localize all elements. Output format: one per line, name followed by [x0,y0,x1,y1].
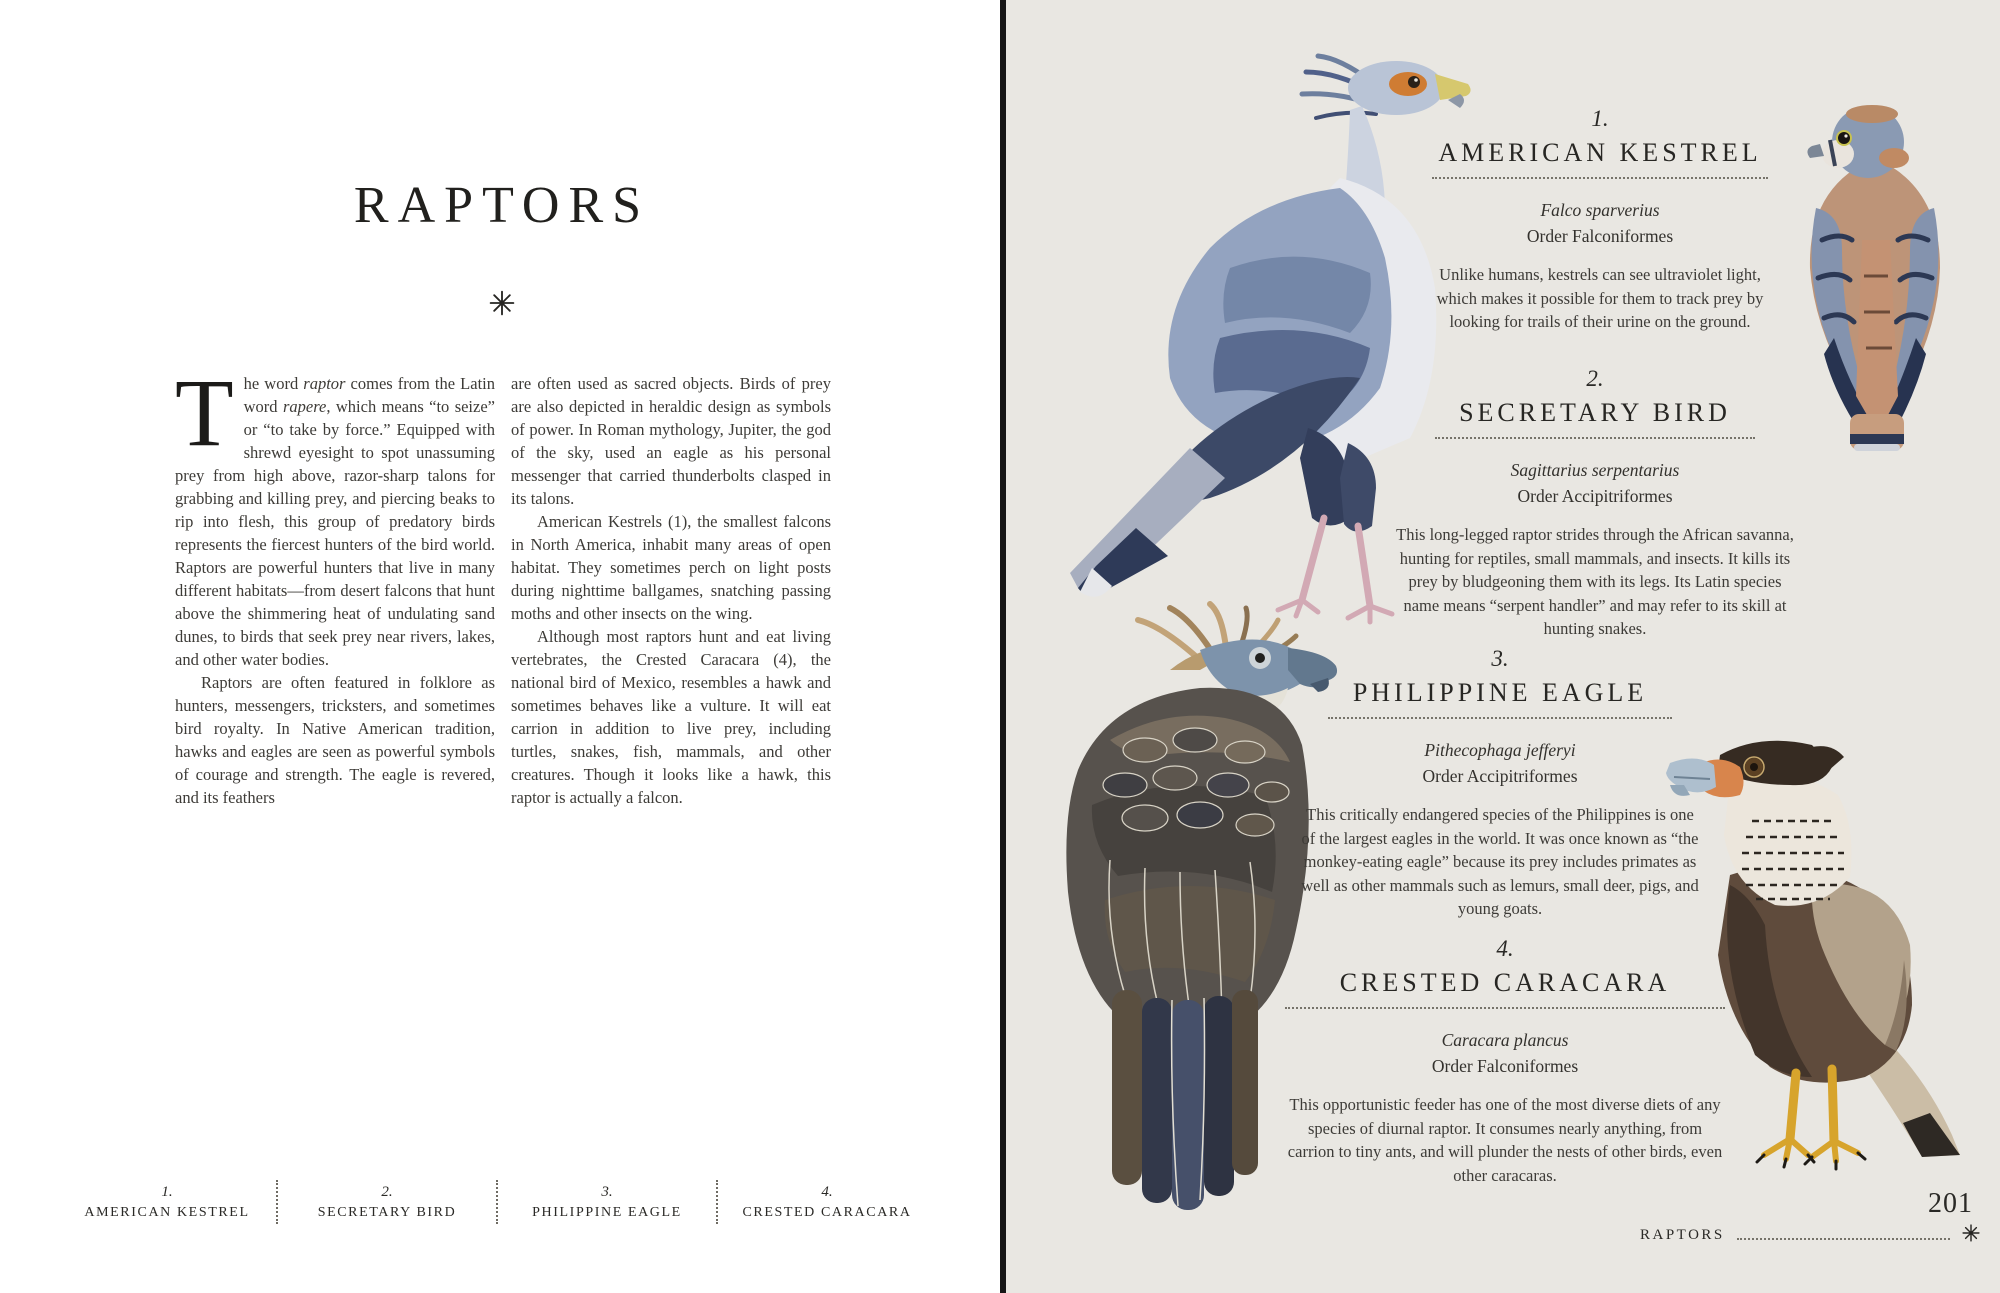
title-ornament [173,290,831,321]
american-kestrel-illustration [1800,100,1950,455]
text-column-left [175,359,495,809]
eight-point-star-icon [489,290,515,321]
taxonomic-order: Order Accipitriformes [1517,486,1673,506]
species-description: Unlike humans, kestrels can see ultraviolet light, which makes it possible for them to track prey by looking for trails of their urine on the ground. [1436,265,1764,331]
paragraph: Raptors are often featured in folklore as hunters, messengers, tricksters, and sometimes bird royalty. In Native American tradition, hawks and eagles are seen as powerful symbols of courage and strength. The eagle is revered, and its feathers [175,673,495,807]
index-label: SECRETARY BIRD [317,1204,457,1220]
index-number: 1. [161,1183,173,1200]
taxonomic-order: Order Falconiformes [1431,1056,1579,1076]
species-description: This long-legged raptor strides through the African savanna, hunting for reptiles, small mammals, and insects. It kills its prey by bludgeoning them with its legs. Its Latin species name means “serpent handler” and may refer to its skill at hunting snakes. [1396,525,1794,638]
entry-number: 2. [1586,366,1604,391]
latin-word-rapere: rapere [282,397,327,416]
dotted-rule [1328,717,1672,719]
text-column-right [511,372,831,809]
page-number: 201 [1928,1188,1973,1219]
drop-cap: T [175,359,234,466]
lead-text: comes from the Latin word [243,374,495,416]
paragraph: are often used as sacred objects. Birds of prey are also depicted in heraldic design as symbols of power. In Roman mythology, Jupiter, the god of the sky, used an eagle as his personal messenger that carried thunderbolts clasped in its talons. [511,374,831,508]
chapter-title: RAPTORS [353,177,651,234]
taxonomic-order: Order Falconiformes [1526,226,1674,246]
latin-name: Pithecophaga jefferyi [1424,740,1576,760]
index-label: AMERICAN KESTREL [84,1204,250,1220]
lead-text: he word [243,374,304,393]
entry-name: SECRETARY BIRD [1459,398,1731,427]
entry-number: 4. [1496,936,1514,961]
latin-word-raptor: raptor [303,374,346,393]
running-footer-label: RAPTORS [1640,1227,1725,1243]
index-item-american-kestrel [58,1184,276,1221]
running-footer [1640,1224,1980,1247]
eight-point-star-icon [1962,1224,1980,1247]
species-description: This opportunistic feeder has one of the most diverse diets of any species of diurnal raptor. It consumes nearly anything, from carrion to tiny ants, and will plunder the nests of other birds, even other caracaras. [1287,1095,1723,1185]
index-number: 2. [381,1183,393,1200]
species-entry-american-kestrel [1410,106,1790,334]
paragraph-lead [175,359,495,671]
entry-number: 3. [1491,646,1509,671]
species-description: This critically endangered species of the Philippines is one of the largest eagles in the world. It was once known as “the monkey-eating eagle” because its prey includes primates as well as other mammals such as lemurs, small deer, pigs, and young goats. [1301,805,1699,918]
entry-name: CRESTED CARACARA [1339,968,1671,997]
entry-number: 1. [1591,106,1609,131]
dotted-rule [1432,177,1768,179]
index-label: PHILIPPINE EAGLE [532,1204,682,1220]
right-page [1006,0,2000,1293]
species-index-row [58,1180,936,1224]
index-number: 4. [821,1183,833,1200]
entry-name: PHILIPPINE EAGLE [1352,678,1648,707]
dotted-rule [1435,437,1755,439]
index-item-crested-caracara [718,1184,936,1221]
entry-name: AMERICAN KESTREL [1438,138,1762,167]
species-entry-philippine-eagle [1295,646,1705,921]
latin-name: Caracara plancus [1441,1030,1569,1050]
paragraph: American Kestrels (1), the smallest falcons in North America, inhabit many areas of open habitat. They sometimes perch on light posts during nighttime ballgames, snatching passing moths and other insects on the wing. [511,512,831,623]
index-item-secretary-bird [278,1184,496,1221]
dotted-leader [1737,1236,1950,1240]
latin-name: Sagittarius serpentarius [1510,460,1680,480]
lead-text: , which means “to seize” or “to take by force.” Equipped with shrewd eyesight to spot unassuming prey from high above, razor-sharp talons for grabbing and killing prey, and piercing beaks to rip into flesh, this group of predatory birds represents the fiercest hunters of the bird world. Raptors are powerful hunters that live in many different habitats—from desert falcons that hunt above the shimmering heat of undulating sand dunes, to birds that seek prey near rivers, lakes, and other water bodies. [175,397,495,669]
species-entry-crested-caracara [1280,936,1730,1187]
dotted-rule [1285,1007,1725,1009]
taxonomic-order: Order Accipitriformes [1422,766,1578,786]
species-entry-secretary-bird [1380,366,1810,641]
index-number: 3. [601,1183,613,1200]
latin-name: Falco sparverius [1540,200,1660,220]
chapter-intro-article [175,359,831,809]
paragraph: Although most raptors hunt and eat living vertebrates, the Crested Caracara (4), the national bird of Mexico, resembles a hawk and sometimes behaves like a vulture. It will eat carrion in addition to live prey, including turtles, snakes, fish, mammals, and other creatures. Though it looks like a hawk, this raptor is actually a falcon. [511,627,831,807]
index-label: CRESTED CARACARA [742,1204,912,1220]
index-item-philippine-eagle [498,1184,716,1221]
